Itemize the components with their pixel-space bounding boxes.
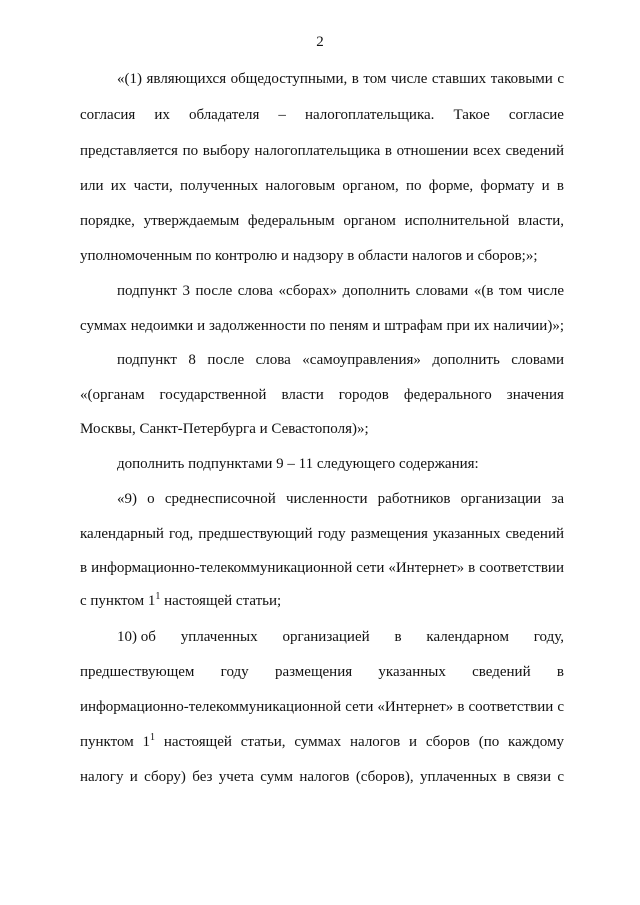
word: «(органам xyxy=(80,387,145,403)
text-line: подпункт 3 после слова «сборах» дополнить словами «(в том числе xyxy=(117,283,564,299)
word: обладателя xyxy=(188,107,260,123)
text-line: или их части, полученных налоговым органом, по форме, формату и в xyxy=(80,178,564,194)
word: федерального xyxy=(403,387,492,403)
word: в xyxy=(556,664,564,680)
text-run: пунктом 1 xyxy=(80,734,151,750)
word: году, xyxy=(533,629,564,645)
text-run: настоящей статьи, суммах налогов и сборов (по каждому xyxy=(155,734,564,750)
word: государственной xyxy=(159,387,267,403)
text-line: дополнить подпунктами 9 – 11 следующего содержания: xyxy=(117,456,479,472)
word: городов xyxy=(338,387,389,403)
text-line: информационно-телекоммуникационной сети «Интернет» в соответствии с xyxy=(80,699,564,715)
text-line xyxy=(117,628,564,646)
word: календарном xyxy=(426,629,509,645)
word: власти xyxy=(281,387,324,403)
text-line: «(1) являющихся общедоступными, в том числе ставших таковыми с xyxy=(117,71,564,87)
word: уплаченных xyxy=(180,629,258,645)
text-line xyxy=(80,663,564,681)
text-line: Москвы, Санкт-Петербурга и Севастополя)»; xyxy=(80,421,369,437)
word: Такое xyxy=(453,107,490,123)
text-line xyxy=(80,386,564,404)
text-line: порядке, утверждаемым федеральным органом исполнительной власти, xyxy=(80,213,564,229)
word: согласие xyxy=(508,107,564,123)
text-line: суммах недоимки и задолженности по пеням и штрафам при их наличии)»; xyxy=(80,318,564,334)
text-line xyxy=(80,592,564,610)
text-line: календарный год, предшествующий году размещения указанных сведений xyxy=(80,526,564,542)
text-line: налогу и сбору) без учета сумм налогов (сборов), уплаченных в связи с xyxy=(80,769,564,785)
text-line: подпункт 8 после слова «самоуправления» дополнить словами xyxy=(117,352,564,368)
text-line: в информационно-телекоммуникационной сети «Интернет» в соответствии xyxy=(80,560,564,576)
word: указанных xyxy=(378,664,446,680)
text-line: представляется по выбору налогоплательщика в отношении всех сведений xyxy=(80,143,564,159)
text-line: уполномоченным по контролю и надзору в области налогов и сборов;»; xyxy=(80,248,538,264)
word: – xyxy=(278,107,286,123)
word: в xyxy=(394,629,402,645)
text-line: «9) о среднесписочной численности работников организации за xyxy=(117,491,564,507)
text-run: с пунктом 1 xyxy=(80,593,156,609)
text-run: настоящей статьи; xyxy=(160,593,282,609)
word: организацией xyxy=(282,629,370,645)
superscript: 1 xyxy=(155,591,161,602)
word: их xyxy=(154,107,170,123)
word: 10) об xyxy=(117,629,156,645)
word: сведений xyxy=(472,664,531,680)
text-line xyxy=(80,733,564,751)
word: предшествующем xyxy=(80,664,195,680)
page-number: 2 xyxy=(316,34,324,50)
word: налогоплательщика. xyxy=(304,107,435,123)
word: размещения xyxy=(274,664,353,680)
word: году xyxy=(220,664,249,680)
superscript: 1 xyxy=(150,732,156,743)
word: согласия xyxy=(80,107,136,123)
text-line xyxy=(80,106,564,124)
word: значения xyxy=(506,387,564,403)
